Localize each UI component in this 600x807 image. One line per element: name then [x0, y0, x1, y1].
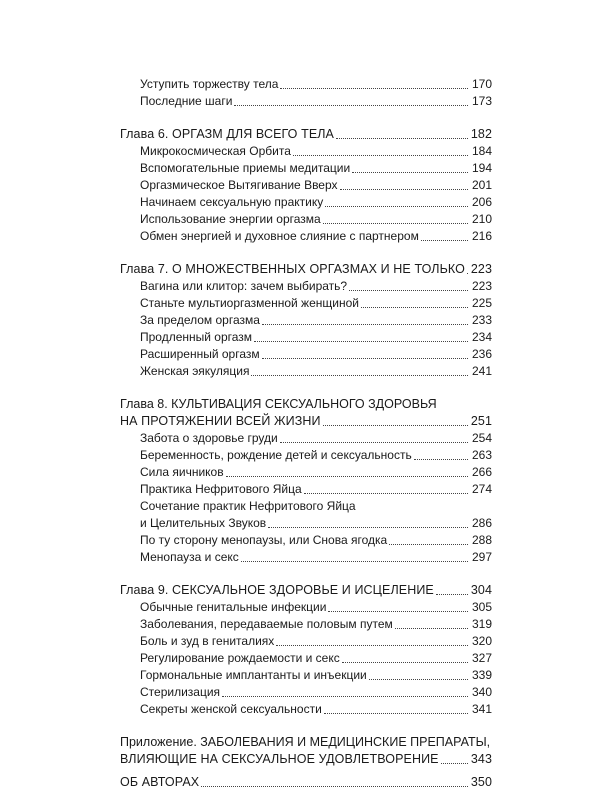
toc-page-number: 319: [471, 617, 492, 631]
toc-entry[interactable]: [120, 177, 492, 194]
toc-page-number: 194: [471, 161, 492, 175]
dot-leader: [395, 627, 468, 629]
dot-leader: [323, 424, 468, 426]
dot-leader: [436, 593, 468, 595]
toc-entry-text: Использование энергии оргазма: [140, 212, 321, 226]
chapter-heading[interactable]: [120, 126, 492, 143]
dot-leader: [349, 289, 468, 291]
toc-entry-text: Последние шаги: [140, 94, 233, 108]
toc-page-number: 236: [471, 347, 492, 361]
toc-page-number: 343: [470, 752, 492, 766]
toc-entry[interactable]: [120, 515, 492, 532]
toc-entry[interactable]: [120, 346, 492, 363]
toc-entry-text: За пределом оргазма: [140, 313, 260, 327]
toc-entry[interactable]: [120, 194, 492, 211]
toc-page-number: 170: [471, 77, 492, 91]
dot-leader: [304, 492, 468, 494]
toc-page-number: 341: [471, 702, 492, 716]
dot-leader: [324, 712, 468, 714]
toc-entry[interactable]: [120, 211, 492, 228]
toc-entry-text: Боль и зуд в гениталиях: [140, 634, 275, 648]
dot-leader: [340, 188, 468, 190]
toc-page-number: 263: [471, 448, 492, 462]
toc-entry[interactable]: [120, 481, 492, 498]
dot-leader: [342, 661, 468, 663]
dot-leader: [280, 441, 468, 443]
toc-page-number: 350: [470, 775, 492, 789]
toc-entry-text: Гормональные имплантанты и инъекции: [140, 668, 367, 682]
dot-leader: [262, 357, 468, 359]
chapter-title: НА ПРОТЯЖЕНИИ ВСЕЙ ЖИЗНИ: [120, 414, 321, 428]
toc-page-number: 297: [471, 550, 492, 564]
toc-chapter-9: [120, 582, 492, 718]
toc-page-number: 223: [471, 279, 492, 293]
dot-leader: [336, 137, 468, 139]
dot-leader: [352, 171, 468, 173]
dot-leader: [441, 762, 468, 764]
toc-entry[interactable]: [120, 549, 492, 566]
toc-page-number: 216: [471, 229, 492, 243]
toc-chapter-8: [120, 396, 492, 566]
toc-continuation: [120, 76, 492, 110]
toc-entry[interactable]: [120, 295, 492, 312]
toc-entry-text: Менопауза и секс: [140, 550, 239, 564]
toc-entry-text: Практика Нефритового Яйца: [140, 482, 302, 496]
toc-entry-text: Продленный оргазм: [140, 330, 253, 344]
toc-entry[interactable]: [120, 93, 492, 110]
toc-entry[interactable]: [120, 143, 492, 160]
toc-page-number: 182: [470, 127, 492, 141]
toc-page-number: 327: [471, 651, 492, 665]
dot-leader: [234, 104, 468, 106]
appendix-heading[interactable]: [120, 751, 492, 768]
toc-page-number: 254: [471, 431, 492, 445]
toc-page-number: 206: [471, 195, 492, 209]
toc-chapter-7: [120, 261, 492, 380]
toc-entry-text: Сила яичников: [140, 465, 224, 479]
toc-page-number: 304: [470, 583, 492, 597]
chapter-heading[interactable]: [120, 582, 492, 599]
table-of-contents: [120, 76, 492, 807]
toc-page-number: 184: [471, 144, 492, 158]
toc-page-number: 241: [471, 364, 492, 378]
dot-leader: [325, 205, 468, 207]
toc-chapter-6: [120, 126, 492, 245]
dot-leader: [276, 644, 468, 646]
toc-entry-text: Расширенный оргазм: [140, 347, 260, 361]
chapter-heading[interactable]: [120, 413, 492, 430]
toc-page-number: 286: [471, 516, 492, 530]
toc-entry[interactable]: [120, 464, 492, 481]
toc-entry[interactable]: [120, 363, 492, 380]
toc-entry-text: Начинаем сексуальную практику: [140, 195, 324, 209]
toc-entry[interactable]: [120, 684, 492, 701]
toc-page-number: 233: [471, 313, 492, 327]
toc-appendix: [120, 734, 492, 791]
toc-page-number: 274: [471, 482, 492, 496]
toc-entry-text: Станьте мультиоргазменной женщиной: [140, 296, 359, 310]
toc-entry[interactable]: [120, 650, 492, 667]
toc-entry-text: Вспомогательные приемы медитации: [140, 161, 351, 175]
toc-page-number: 225: [471, 296, 492, 310]
dot-leader: [226, 475, 468, 477]
dot-leader: [414, 458, 468, 460]
toc-entry-text: Заболевания, передаваемые половым путем: [140, 617, 393, 631]
toc-entry-text: Беременность, рождение детей и сексуальность: [140, 448, 412, 462]
dot-leader: [293, 154, 468, 156]
toc-entry-text: Женская эякуляция: [140, 364, 250, 378]
chapter-title: Глава 7. О МНОЖЕСТВЕННЫХ ОРГАЗМАХ И НЕ ТОЛЬКО: [120, 262, 465, 276]
dot-leader: [421, 239, 468, 241]
toc-page-number: 288: [471, 533, 492, 547]
toc-entry[interactable]: [120, 633, 492, 650]
chapter-title: Глава 9. СЕКСУАЛЬНОЕ ЗДОРОВЬЕ И ИСЦЕЛЕНИЕ: [120, 583, 434, 597]
toc-page-number: 305: [471, 600, 492, 614]
toc-entry[interactable]: [120, 278, 492, 295]
chapter-title: Глава 6. ОРГАЗМ ДЛЯ ВСЕГО ТЕЛА: [120, 127, 334, 141]
toc-entry[interactable]: [120, 228, 492, 245]
toc-entry-text: Вагина или клитор: зачем выбирать?: [140, 279, 348, 293]
toc-entry[interactable]: [120, 532, 492, 549]
toc-entry[interactable]: [120, 599, 492, 616]
toc-page-number: 223: [470, 262, 492, 276]
toc-entry-text: Обычные генитальные инфекции: [140, 600, 327, 614]
dot-leader: [369, 678, 468, 680]
dot-leader: [262, 323, 468, 325]
dot-leader: [201, 785, 468, 787]
authors-heading[interactable]: [120, 774, 492, 791]
toc-entry-text: Регулирование рождаемости и секс: [140, 651, 340, 665]
dot-leader: [361, 306, 468, 308]
toc-page-number: 210: [471, 212, 492, 226]
toc-entry[interactable]: [120, 312, 492, 329]
dot-leader: [268, 526, 468, 528]
toc-entry-text: Секреты женской сексуальности: [140, 702, 322, 716]
chapter-heading[interactable]: [120, 261, 492, 278]
toc-entry[interactable]: [120, 160, 492, 177]
toc-entry[interactable]: [120, 430, 492, 447]
toc-page-number: 339: [471, 668, 492, 682]
toc-entry-text: Стерилизация: [140, 685, 221, 699]
toc-page-number: 201: [471, 178, 492, 192]
chapter-title-line-1[interactable]: Глава 8. КУЛЬТИВАЦИЯ СЕКСУАЛЬНОГО ЗДОРОВЬЯ: [120, 397, 437, 411]
toc-entry-text: Обмен энергией и духовное слияние с партнером: [140, 229, 419, 243]
toc-entry[interactable]: [120, 76, 492, 93]
toc-entry-line-1[interactable]: Сочетание практик Нефритового Яйца: [140, 499, 356, 513]
appendix-title-line-1[interactable]: Приложение. ЗАБОЛЕВАНИЯ И МЕДИЦИНСКИЕ ПРЕПАРАТЫ,: [120, 735, 491, 749]
authors-title: ОБ АВТОРАХ: [120, 775, 200, 789]
dot-leader: [328, 610, 468, 612]
dot-leader: [254, 340, 468, 342]
dot-leader: [241, 560, 468, 562]
toc-entry-text: По ту сторону менопаузы, или Снова ягодка: [140, 533, 388, 547]
dot-leader: [251, 374, 468, 376]
toc-entry[interactable]: [120, 447, 492, 464]
toc-entry-text: Микрокосмическая Орбита: [140, 144, 291, 158]
toc-entry-text: Забота о здоровье груди: [140, 431, 278, 445]
appendix-title: ВЛИЯЮЩИЕ НА СЕКСУАЛЬНОЕ УДОВЛЕТВОРЕНИЕ: [120, 752, 439, 766]
dot-leader: [280, 87, 468, 89]
toc-entry[interactable]: [120, 667, 492, 684]
dot-leader: [467, 272, 468, 274]
toc-page-number: 173: [471, 94, 492, 108]
toc-entry[interactable]: [120, 616, 492, 633]
dot-leader: [222, 695, 468, 697]
toc-page-number: 320: [471, 634, 492, 648]
toc-page-number: 234: [471, 330, 492, 344]
toc-entry[interactable]: [120, 329, 492, 346]
toc-entry-text: Уступить торжеству тела: [140, 77, 279, 91]
toc-page-number: 251: [470, 414, 492, 428]
toc-page-number: 340: [471, 685, 492, 699]
toc-page-number: 266: [471, 465, 492, 479]
toc-entry[interactable]: [120, 701, 492, 718]
dot-leader: [323, 222, 468, 224]
dot-leader: [389, 543, 468, 545]
toc-entry-text: и Целительных Звуков: [140, 516, 267, 530]
toc-entry-text: Оргазмическое Вытягивание Вверх: [140, 178, 338, 192]
